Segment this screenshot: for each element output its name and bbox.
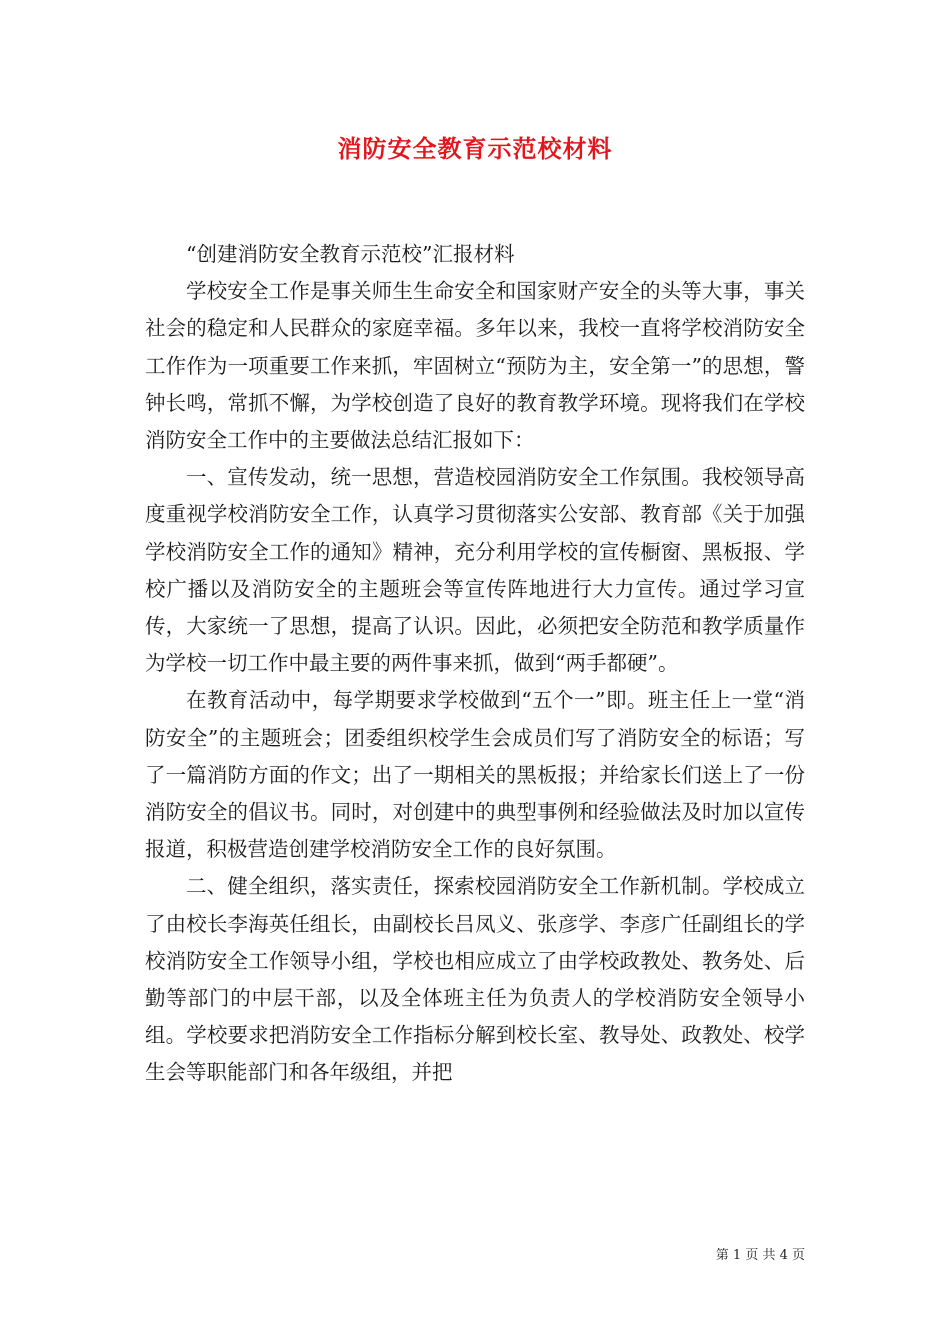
body-paragraph: 一、宣传发动，统一思想，营造校园消防安全工作氛围。我校领导高度重视学校消防安全工作，认真学习贯彻落实公安部、教育部《关于加强学校消防安全工作的通知》精神，充分利用学校的宣传橱窗、黑板报、学校广播以及消防安全的主题班会等宣传阵地进行大力宣传。通过学习宣传，大家统一了思想，提高了认识。因此，必须把安全防范和教学质量作为学校一切工作中最主要的两件事来抓，做到“两手都硬”。 xyxy=(145,465,805,676)
body-paragraph: 学校安全工作是事关师生生命安全和国家财产安全的头等大事，事关社会的稳定和人民群众的家庭幸福。多年以来，我校一直将学校消防安全工作作为一项重要工作来抓，牢固树立“预防为主，安全第一”的思想，警钟长鸣，常抓不懈，为学校创造了良好的教育教学环境。现将我们在学校消防安全工作中的主要做法总结汇报如下： xyxy=(145,279,805,453)
body-paragraph: 在教育活动中，每学期要求学校做到“五个一”即。班主任上一堂“消防安全”的主题班会；团委组织校学生会成员们写了消防安全的标语；写了一篇消防方面的作文；出了一期相关的黑板报；并给家长们送上了一份消防安全的倡议书。同时，对创建中的典型事例和经验做法及时加以宣传报道，积极营造创建学校消防安全工作的良好氛围。 xyxy=(145,688,805,862)
page-number-footer: 第 1 页 共 4 页 xyxy=(715,1248,805,1263)
document-title: 消防安全教育示范校材料 xyxy=(337,134,613,163)
body-paragraph: 二、健全组织，落实责任，探索校园消防安全工作新机制。学校成立了由校长李海英任组长，由副校长吕凤义、张彦学、李彦广任副组长的学校消防安全工作领导小组，学校也相应成立了由学校政教处、教务处、后勤等部门的中层干部，以及全体班主任为负责人的学校消防安全领导小组。学校要求把消防安全工作指标分解到校长室、教导处、政教处、校学生会等职能部门和各年级组，并把 xyxy=(145,874,805,1085)
subtitle-paragraph: “创建消防安全教育示范校”汇报材料 xyxy=(186,242,515,266)
document-body xyxy=(145,236,805,1092)
